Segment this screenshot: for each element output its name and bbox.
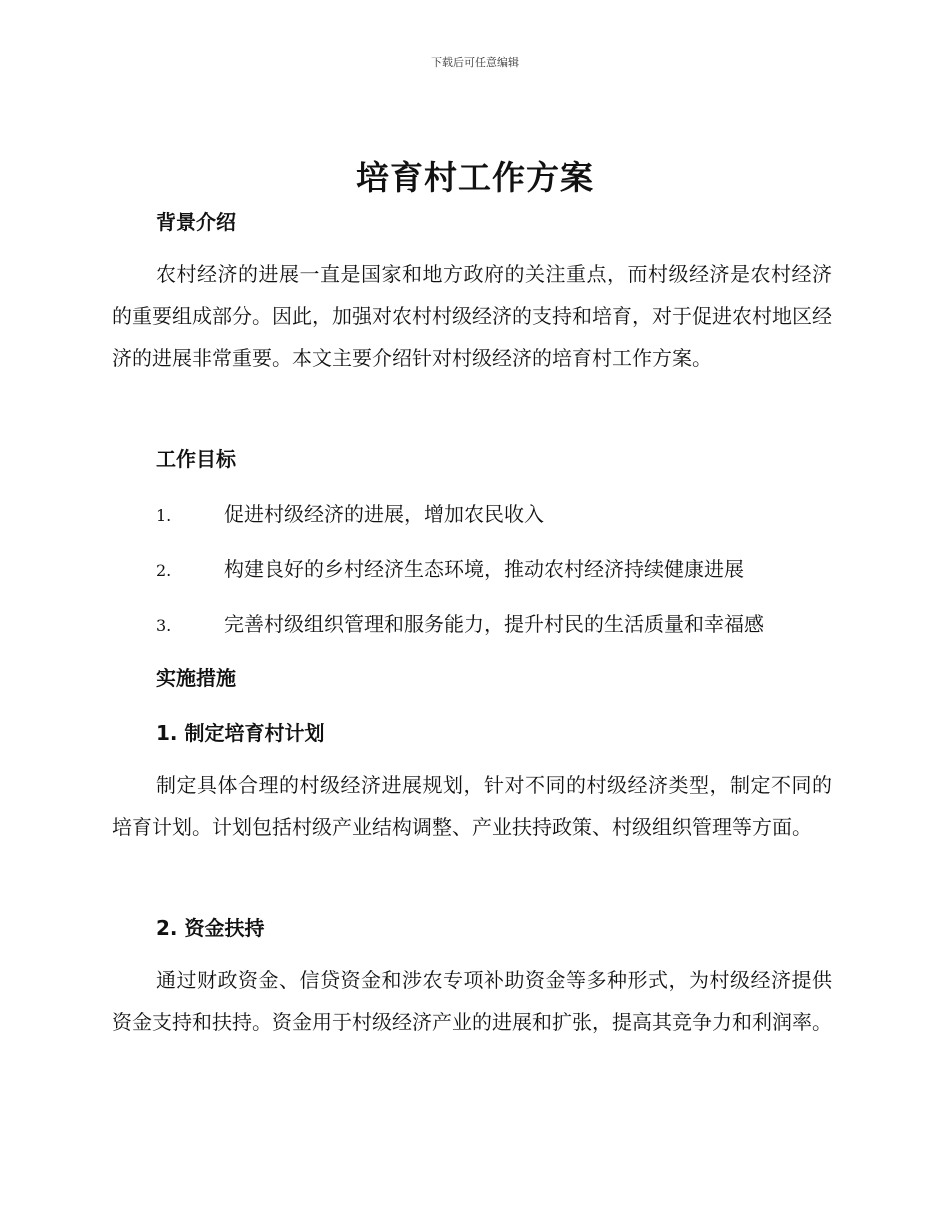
document-title: 培育村工作方案 [356,158,594,197]
section-heading-goals: 工作目标 [156,447,236,471]
section-heading-background: 背景介绍 [156,210,236,234]
subsection-heading-funding: 2. 资金扶持 [156,916,265,940]
subsection-heading-plan: 1. 制定培育村计划 [156,721,325,745]
goal-list-item [156,608,764,637]
goal-text: 促进村级经济的进展，增加农民收入 [224,502,544,526]
goal-number: 3. [156,616,172,635]
background-paragraph: 农村经济的进展一直是国家和地方政府的关注重点，而村级经济是农村经济的重要组成部分。因此，加强对农村村级经济的支持和培育，对于促进农村地区经济的进展非常重要。本文主要介绍针对村级经济的培育村工作方案。 [112,262,832,370]
goal-number: 1. [156,506,172,525]
goal-list-item [156,553,744,582]
goal-text: 完善村级组织管理和服务能力，提升村民的生活质量和幸福感 [224,612,764,636]
section-heading-measures: 实施措施 [156,666,236,690]
funding-paragraph: 通过财政资金、信贷资金和涉农专项补助资金等多种形式，为村级经济提供资金支持和扶持。资金用于村级经济产业的进展和扩张，提高其竞争力和利润率。 [112,968,832,1034]
header-note: 下载后可任意编辑 [431,56,519,69]
goal-number: 2. [156,561,172,580]
goal-text: 构建良好的乡村经济生态环境，推动农村经济持续健康进展 [224,557,744,581]
goal-list-item [156,498,544,527]
plan-paragraph: 制定具体合理的村级经济进展规划，针对不同的村级经济类型，制定不同的培育计划。计划包括村级产业结构调整、产业扶持政策、村级组织管理等方面。 [112,773,832,839]
